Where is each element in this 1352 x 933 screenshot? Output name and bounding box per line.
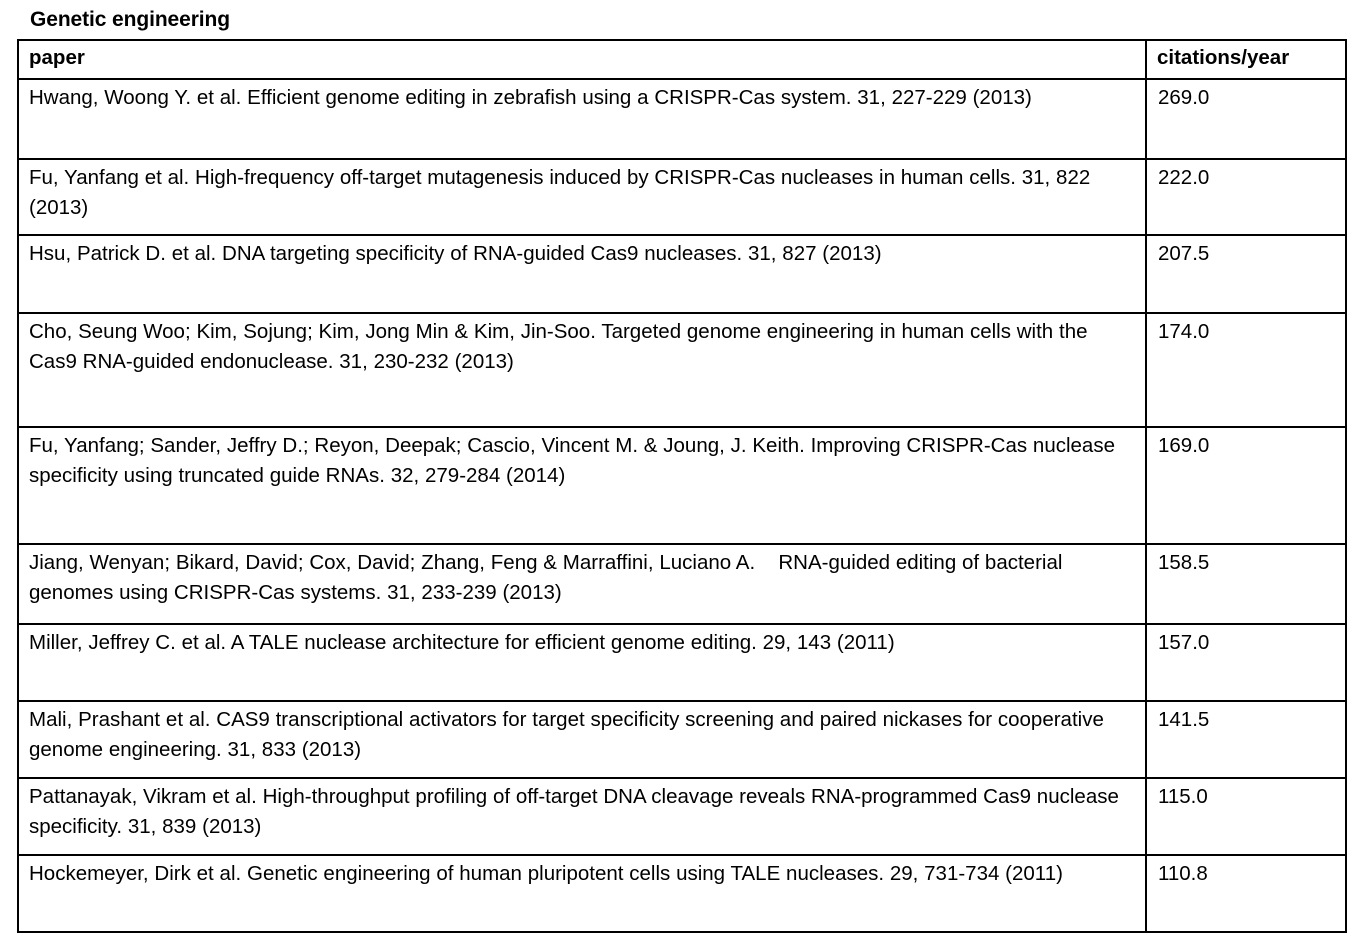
table-row: [18, 427, 1346, 544]
table-row: [18, 778, 1346, 855]
citation-table: [17, 39, 1347, 933]
cell-citations-per-year: 269.0: [1146, 79, 1346, 159]
table-row: [18, 159, 1346, 235]
paper-citation-text: Miller, Jeffrey C. et al. A TALE nuclease architecture for efficient genome editing. 29, 143 (2011): [29, 631, 895, 654]
cell-paper: [18, 159, 1146, 235]
column-header-paper: paper: [18, 40, 1146, 79]
paper-citation-text: Pattanayak, Vikram et al. High-throughput profiling of off-target DNA cleavage reveals RNA-programmed Cas9 nuclease specificity. 31, 839 (2013): [29, 785, 1125, 838]
table-header: [18, 40, 1346, 79]
table-row: [18, 701, 1346, 778]
table-row: [18, 313, 1346, 427]
cell-citations-per-year: 169.0: [1146, 427, 1346, 544]
paper-citation-text: Fu, Yanfang; Sander, Jeffry D.; Reyon, Deepak; Cascio, Vincent M. & Joung, J. Keith. Improving CRISPR-Cas nuclease specificity using truncated guide RNAs. 32, 279-284 (2014): [29, 434, 1121, 487]
cell-paper: [18, 701, 1146, 778]
cell-paper: [18, 427, 1146, 544]
cell-citations-per-year: 110.8: [1146, 855, 1346, 932]
paper-citation-text: Mali, Prashant et al. CAS9 transcriptional activators for target specificity screening and paired nickases for cooperative genome engineering. 31, 833 (2013): [29, 708, 1110, 761]
cell-citations-per-year: 207.5: [1146, 235, 1346, 313]
cell-citations-per-year: 158.5: [1146, 544, 1346, 624]
table-row: [18, 235, 1346, 313]
cell-citations-per-year: 222.0: [1146, 159, 1346, 235]
cell-citations-per-year: 174.0: [1146, 313, 1346, 427]
cell-paper: [18, 624, 1146, 701]
paper-citation-text: Fu, Yanfang et al. High-frequency off-target mutagenesis induced by CRISPR-Cas nucleases in human cells. 31, 822 (2013): [29, 166, 1097, 219]
cell-citations-per-year: 141.5: [1146, 701, 1346, 778]
cell-paper: [18, 855, 1146, 932]
cell-paper: [18, 313, 1146, 427]
cell-paper: [18, 79, 1146, 159]
table-header-row: [18, 40, 1346, 79]
paper-citation-text: Jiang, Wenyan; Bikard, David; Cox, David; Zhang, Feng & Marraffini, Luciano A. RNA-guided editing of bacterial genomes using CRISPR-Cas systems. 31, 233-239 (2013): [29, 551, 1069, 604]
citation-table-container: [17, 39, 1345, 933]
paper-citation-text: Hsu, Patrick D. et al. DNA targeting specificity of RNA-guided Cas9 nucleases. 31, 827 (2013): [29, 242, 882, 265]
paper-citation-text: Hwang, Woong Y. et al. Efficient genome editing in zebrafish using a CRISPR-Cas system. 31, 227-229 (2013): [29, 86, 1032, 109]
cell-paper: [18, 778, 1146, 855]
table-row: [18, 624, 1346, 701]
table-row: [18, 544, 1346, 624]
table-body: [18, 79, 1346, 932]
cell-paper: [18, 235, 1146, 313]
cell-citations-per-year: 115.0: [1146, 778, 1346, 855]
column-header-citations-per-year: citations/year: [1146, 40, 1346, 79]
table-row: [18, 855, 1346, 932]
cell-citations-per-year: 157.0: [1146, 624, 1346, 701]
cell-paper: [18, 544, 1146, 624]
page-title: Genetic engineering: [30, 8, 230, 31]
paper-citation-text: Hockemeyer, Dirk et al. Genetic engineering of human pluripotent cells using TALE nucleases. 29, 731-734 (2011): [29, 862, 1063, 885]
table-row: [18, 79, 1346, 159]
paper-citation-text: Cho, Seung Woo; Kim, Sojung; Kim, Jong Min & Kim, Jin-Soo. Targeted genome engineering in human cells with the Cas9 RNA-guided endonuclease. 31, 230-232 (2013): [29, 320, 1094, 373]
